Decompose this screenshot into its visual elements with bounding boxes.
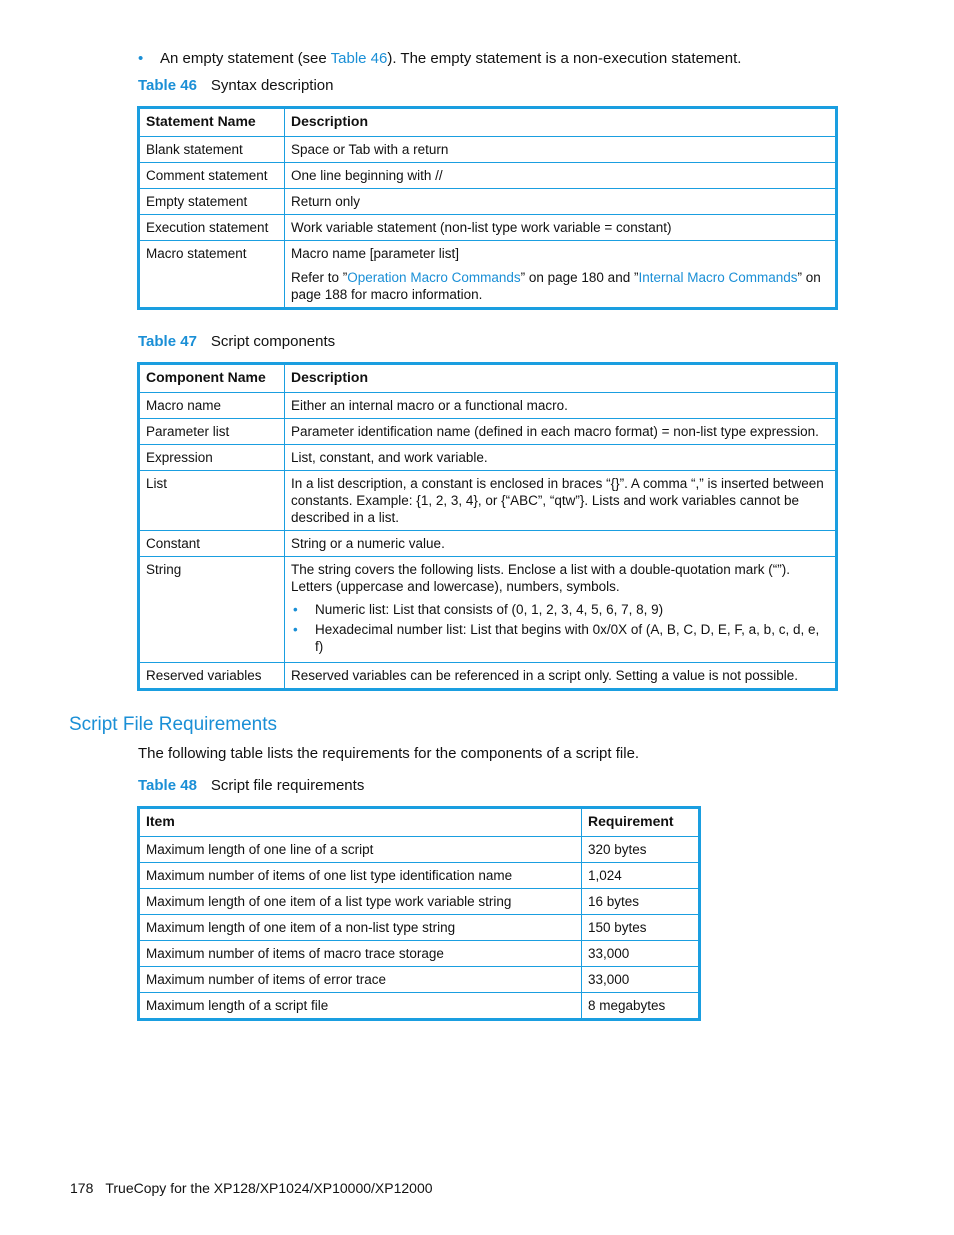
table-row: Execution statement Work variable statement (non-list type work variable = constant) xyxy=(139,215,837,241)
table-header-row xyxy=(139,808,700,837)
intro-bullet: • An empty statement (see Table 46). The empty statement is a non-execution statement. xyxy=(138,50,742,67)
table-row: Maximum length of one item of a list type work variable string 16 bytes xyxy=(139,889,700,915)
table-row: Maximum number of items of error trace 33,000 xyxy=(139,967,700,993)
table-row: String The string covers the following lists. Enclose a list with a double-quotation mark (“”). Letters (uppercase and lowercase), numbers, symbols. • Numeric list: List that consists of (0, 1, 2, 3, 4, 5, 6, 7, 8, 9) • Hexadecimal number list: List that begins with 0x/0X of (A, B, C, D, E, F, a, b, c, d, e, f) xyxy=(139,557,837,663)
column-header: Description xyxy=(285,108,837,137)
table-row: Parameter list Parameter identification name (defined in each macro format) = non-list type expression. xyxy=(139,419,837,445)
operation-macro-commands-link[interactable]: Operation Macro Commands xyxy=(347,270,521,285)
table-row: Maximum number of items of one list type identification name 1,024 xyxy=(139,863,700,889)
footer-title: TrueCopy for the XP128/XP1024/XP10000/XP12000 xyxy=(105,1180,433,1196)
string-bullet-list xyxy=(291,601,829,655)
list-item: • Numeric list: List that consists of (0, 1, 2, 3, 4, 5, 6, 7, 8, 9) xyxy=(293,602,664,617)
table-header-row xyxy=(139,364,837,393)
table46-link[interactable]: Table 46 xyxy=(330,50,388,67)
table-row: Macro statement Macro name [parameter list] Refer to ”Operation Macro Commands” on page 180 and ”Internal Macro Commands” on page 188 for macro information. xyxy=(139,241,837,309)
table-row: Maximum length of a script file 8 megabytes xyxy=(139,993,700,1020)
table-header-row xyxy=(139,108,837,137)
table-row: Comment statement One line beginning with // xyxy=(139,163,837,189)
table-row: Maximum length of one line of a script 320 bytes xyxy=(139,837,700,863)
bullet-icon: • xyxy=(138,50,144,67)
table-row: List In a list description, a constant is enclosed in braces “{}”. A comma “,” is inserted between constants. Example: {1, 2, 3, 4}, or {“ABC”, “qtw”}. Lists and work variables cannot be described in a list. xyxy=(139,471,837,531)
table46-caption: Table 46 Syntax description xyxy=(138,77,334,94)
table-row: Maximum length of one item of a non-list type string 150 bytes xyxy=(139,915,700,941)
table-row: Constant String or a numeric value. xyxy=(139,531,837,557)
bullet-icon: • xyxy=(293,622,298,637)
list-item: • Hexadecimal number list: List that begins with 0x/0X of (A, B, C, D, E, F, a, b, c, d, e, f) xyxy=(293,622,820,654)
page-footer xyxy=(70,1180,433,1196)
table-row: Blank statement Space or Tab with a return xyxy=(139,137,837,163)
column-header: Component Name xyxy=(139,364,285,393)
column-header: Description xyxy=(285,364,837,393)
table-row: Expression List, constant, and work variable. xyxy=(139,445,837,471)
section-paragraph: The following table lists the requirements for the components of a script file. xyxy=(138,745,640,762)
table48 xyxy=(137,806,701,1021)
bullet-icon: • xyxy=(293,602,298,617)
internal-macro-commands-link[interactable]: Internal Macro Commands xyxy=(638,270,798,285)
section-heading: Script File Requirements xyxy=(69,714,278,735)
table47 xyxy=(137,362,838,691)
column-header: Item xyxy=(139,808,582,837)
table-row: Empty statement Return only xyxy=(139,189,837,215)
table48-caption: Table 48 Script file requirements xyxy=(138,777,365,794)
table-row: Macro name Either an internal macro or a functional macro. xyxy=(139,393,837,419)
column-header: Requirement xyxy=(582,808,700,837)
table47-caption: Table 47 Script components xyxy=(138,333,336,350)
table-row: Reserved variables Reserved variables can be referenced in a script only. Setting a value is not possible. xyxy=(139,663,837,690)
column-header: Statement Name xyxy=(139,108,285,137)
table-row: Maximum number of items of macro trace storage 33,000 xyxy=(139,941,700,967)
table46 xyxy=(137,106,838,310)
page-number: 178 xyxy=(70,1180,94,1196)
